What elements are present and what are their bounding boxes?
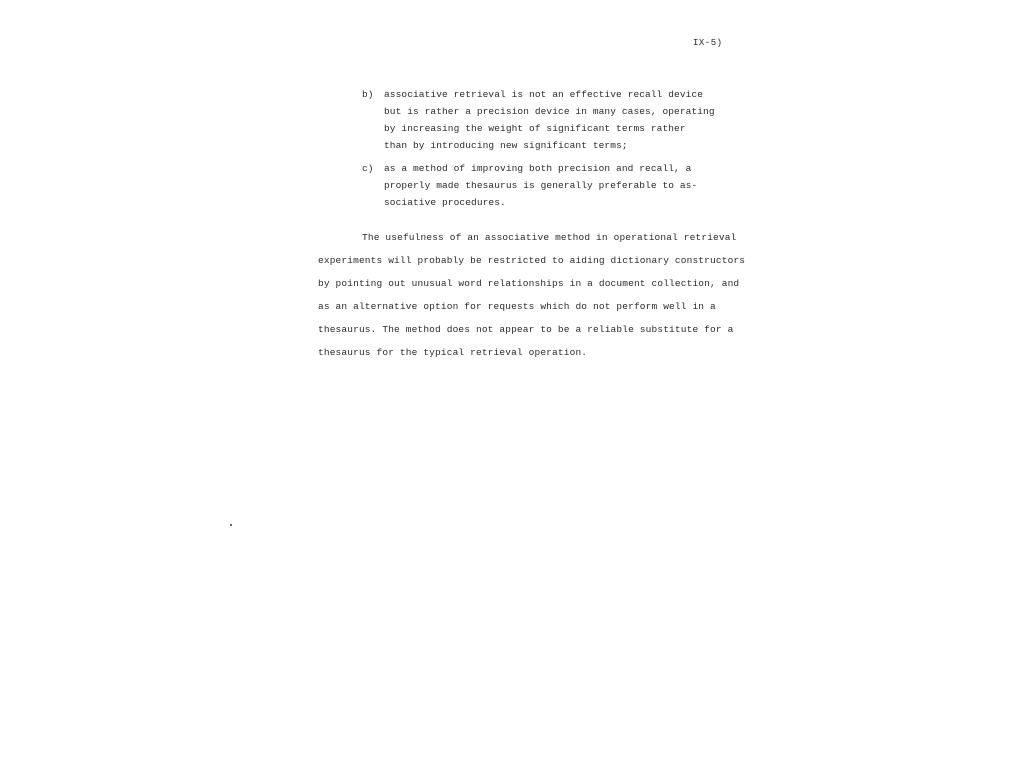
list-item-marker-b: b) bbox=[362, 89, 374, 100]
paragraph-line-2: experiments will probably be restricted to aiding dictionary constructors bbox=[318, 255, 746, 266]
paragraph-line-4: as an alternative option for requests which do not perform well in a bbox=[318, 301, 716, 312]
list-item-b-line-2: but is rather a precision device in many cases, operating bbox=[384, 106, 715, 117]
page-number: IX-5) bbox=[693, 38, 723, 48]
list-item-c-line-1: as a method of improving both precision and recall, a bbox=[384, 163, 692, 174]
list-item-b-line-1: associative retrieval is not an effective recall device bbox=[384, 89, 704, 100]
list-item-b-line-3: by increasing the weight of significant terms rather bbox=[384, 123, 686, 134]
list-item-b-line-4: than by introducing new significant terms; bbox=[384, 140, 628, 151]
paragraph-line-6: thesaurus for the typical retrieval operation. bbox=[318, 347, 588, 358]
paragraph-line-1: The usefulness of an associative method in operational retrieval bbox=[362, 232, 737, 243]
list-item-c-line-3: sociative procedures. bbox=[384, 197, 506, 208]
scan-speck bbox=[230, 524, 232, 526]
paragraph-line-5: thesaurus. The method does not appear to be a reliable substitute for a bbox=[318, 324, 734, 335]
list-item-c-line-2: properly made thesaurus is generally preferable to as- bbox=[384, 180, 698, 191]
list-item-marker-c: c) bbox=[362, 163, 374, 174]
paragraph-line-3: by pointing out unusual word relationships in a document collection, and bbox=[318, 278, 740, 289]
